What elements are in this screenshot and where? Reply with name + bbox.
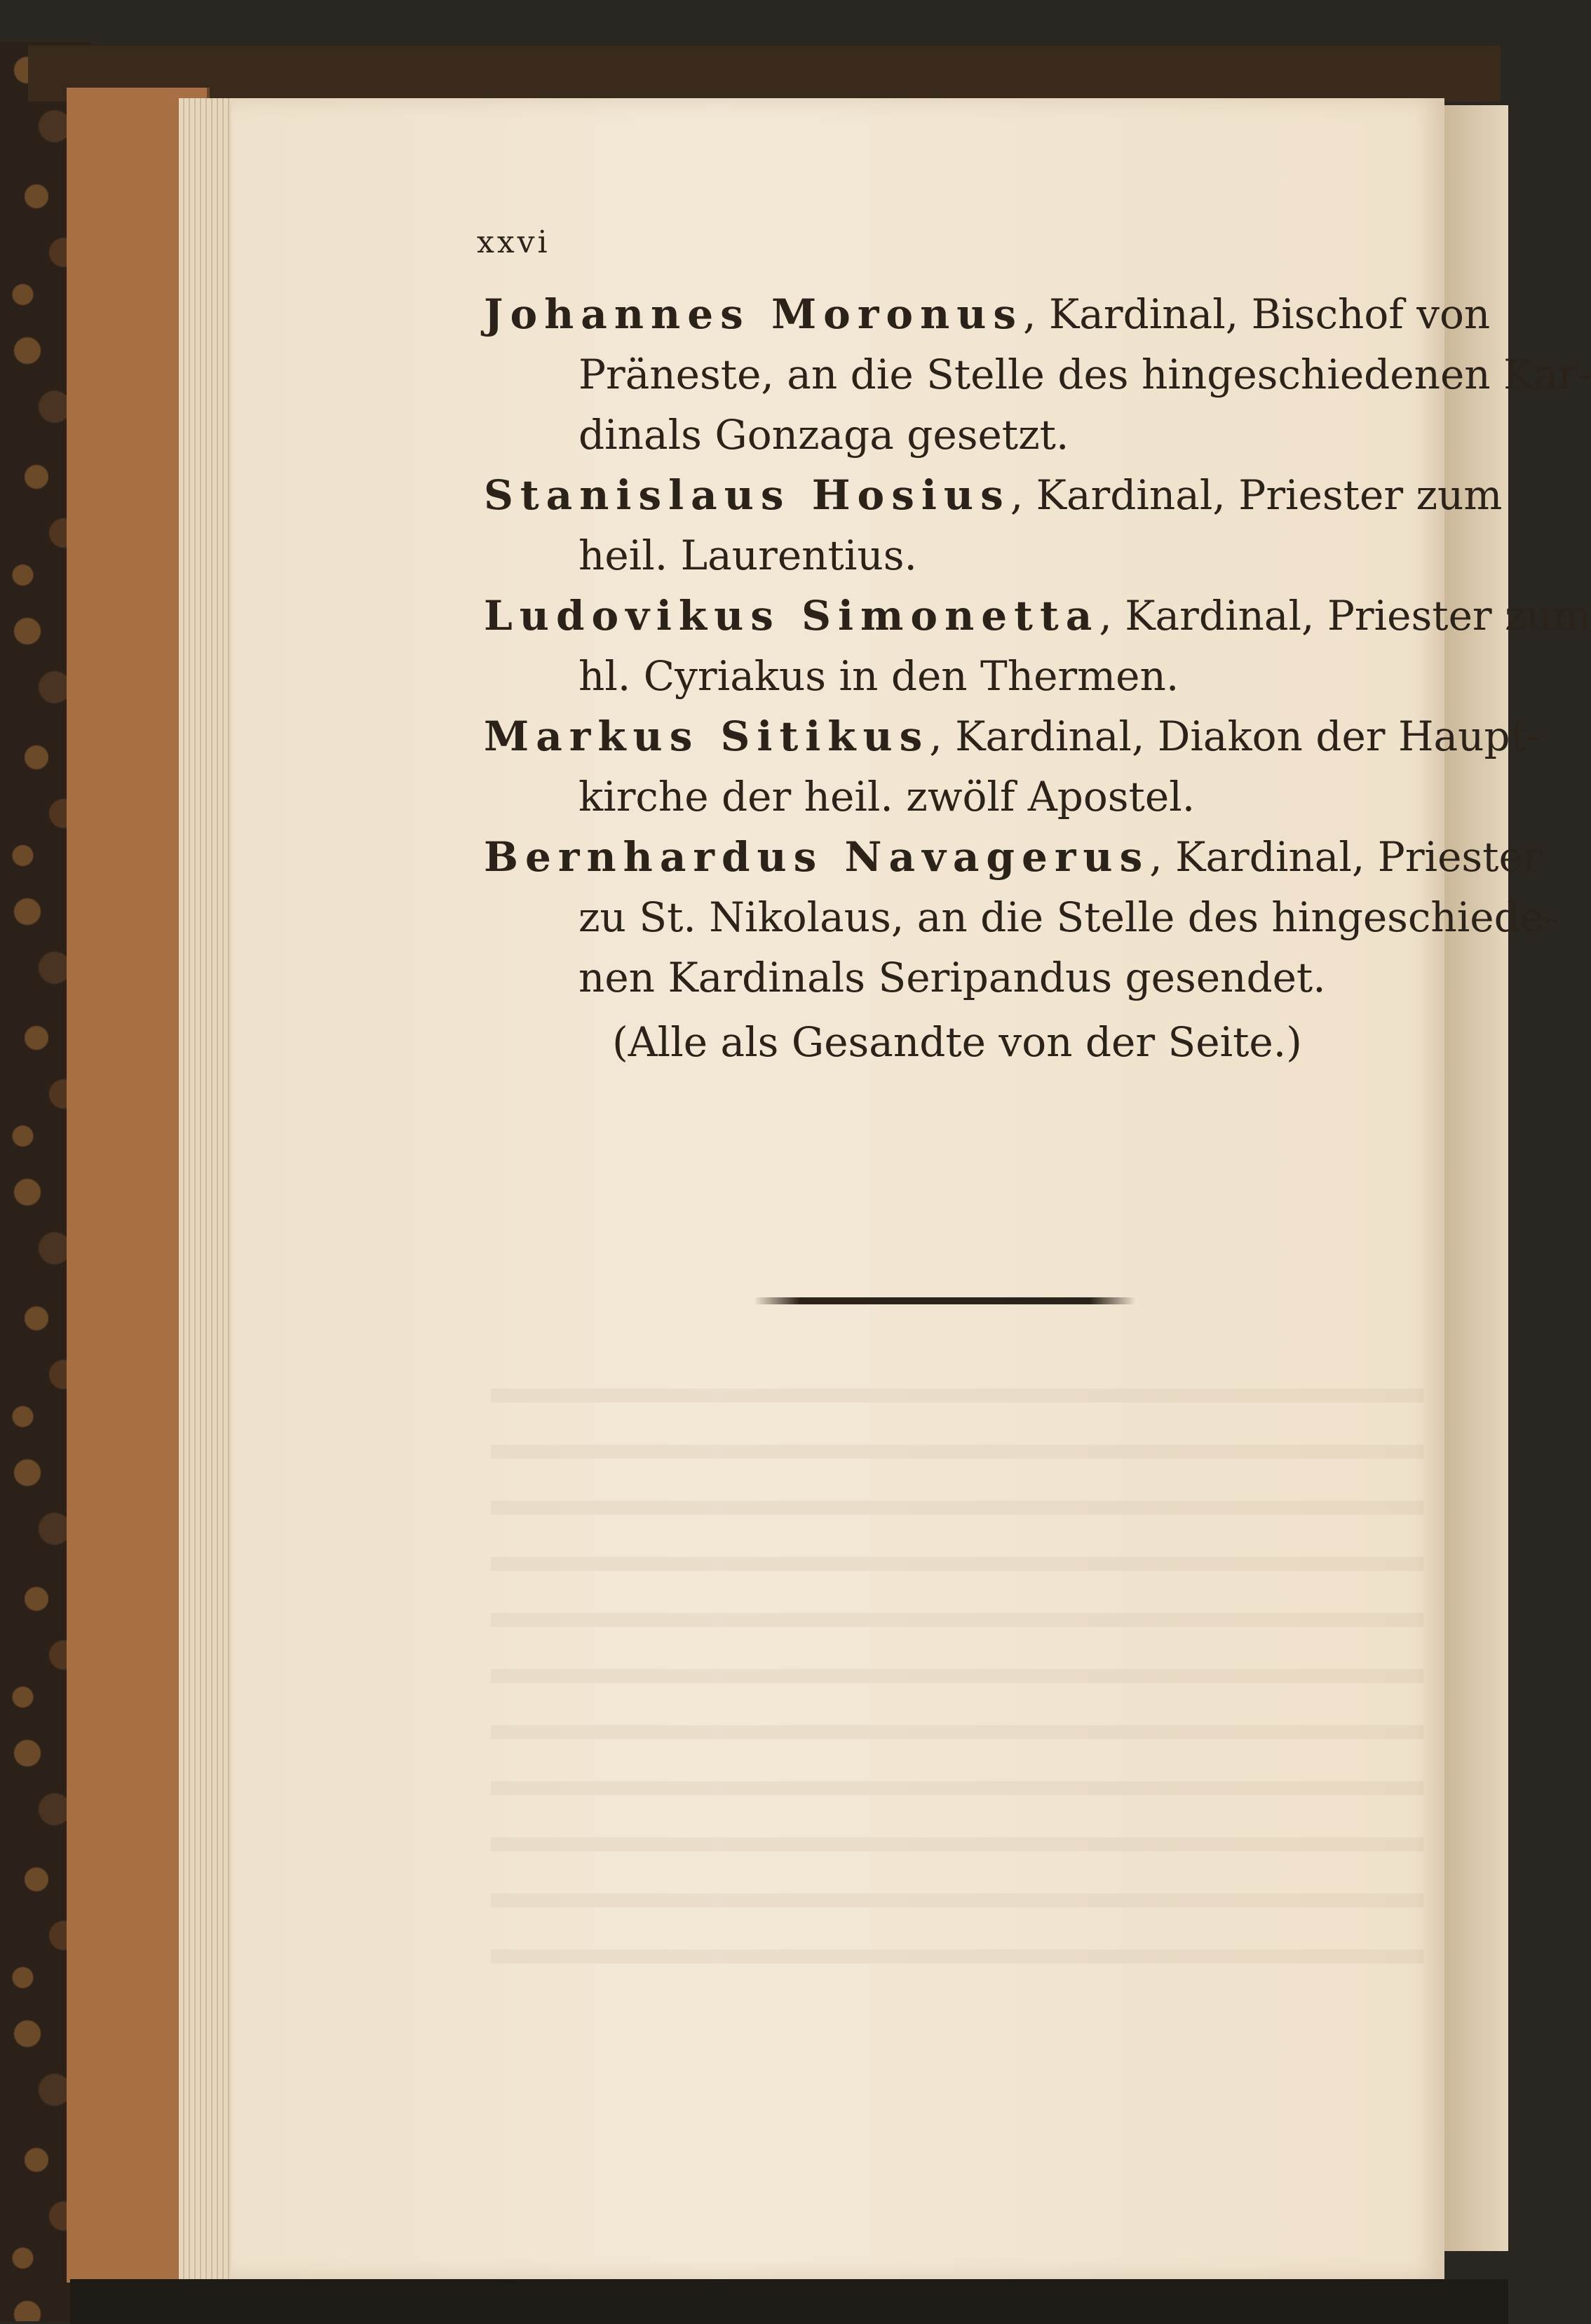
entry-continuation: heil. Laurentius. [578,532,917,579]
entry-first-line [484,586,1591,646]
entry-title: , Kardinal, Diakon der Haupt- [929,712,1541,760]
closing-note: (Alle als Gesandte von der Seite.) [612,1018,1302,1066]
entry-continuation: Präneste, an die Stelle des hingeschiedenen Kar- [578,351,1591,398]
entry-first-line [484,827,1543,887]
entry-name: Johannes Moronus [484,290,1024,338]
section-divider [754,1297,1136,1304]
entry-name: Bernhardus Navagerus [484,833,1150,881]
entry-continuation: zu St. Nikolaus, an die Stelle des hingeschiede- [578,893,1558,941]
book-bottom-edge [70,2279,1508,2324]
entry-title: , Kardinal, Bischof von [1023,290,1491,338]
facing-page-edge [1444,105,1508,2251]
entry-title: , Kardinal, Priester zum [1010,471,1503,519]
entry-first-line [484,284,1491,344]
entry-sitikus [484,706,1541,827]
entry-continuation: nen Kardinals Seripandus gesendet. [578,954,1326,1001]
show-through-text [491,1346,1423,1978]
entry-continuation: hl. Cyriakus in den Thermen. [578,652,1179,700]
text-block [484,284,1591,1072]
entry-simonetta [484,586,1591,706]
page-number: xxvi [477,224,550,260]
entry-title: , Kardinal, Priester [1149,833,1543,881]
entry-first-line [484,706,1541,766]
entry-hosius [484,465,1503,586]
entry-first-line [484,465,1503,525]
entry-continuation: dinals Gonzaga gesetzt. [578,411,1069,459]
entry-continuation: kirche der heil. zwölf Apostel. [578,773,1196,820]
entry-name: Markus Sitikus [484,712,930,760]
entry-name: Ludovikus Simonetta [484,592,1099,640]
entry-title: , Kardinal, Priester zum [1099,592,1591,640]
entry-moronus [484,284,1591,465]
entry-name: Stanislaus Hosius [484,471,1010,519]
entry-navagerus [484,827,1558,1008]
book-cover-top [28,46,1501,102]
